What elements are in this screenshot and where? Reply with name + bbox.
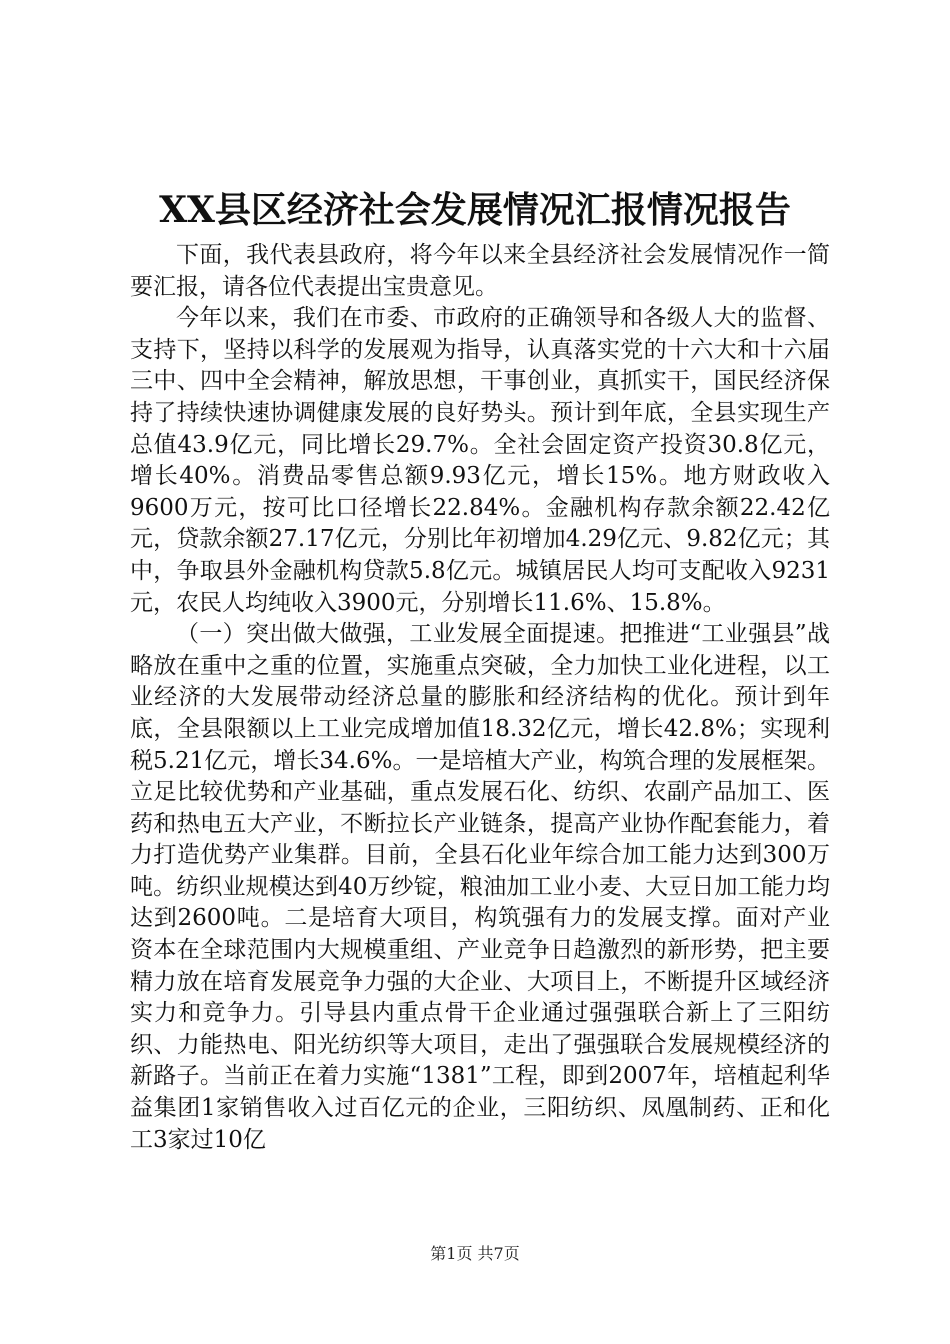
document-title: XX县区经济社会发展情况汇报情况报告 bbox=[159, 189, 791, 231]
paragraph-intro: 下面，我代表县政府，将今年以来全县经济社会发展情况作一简要汇报，请各位代表提出宝贵意见。 bbox=[130, 242, 830, 300]
paragraph-industry: （一）突出做大做强，工业发展全面提速。把推进“工业强县”战略放在重中之重的位置，实施重点突破，全力加快工业化进程，以工业经济的大发展带动经济总量的膨胀和经济结构的优化。预计到年底，全县限额以上工业完成增加值18.32亿元，增长42.8%；实现利税5.21亿元，增长34.6%。一是培植大产业，构筑合理的发展框架。立足比较优势和产业基础，重点发展石化、纺织、农副产品加工、医药和热电五大产业，不断拉长产业链条，提高产业协作配套能力，着力打造优势产业集群。目前，全县石化业年综合加工能力达到300万吨。纺织业规模达到40万纱锭，粮油加工业小麦、大豆日加工能力均达到2600吨。二是培育大项目，构筑强有力的发展支撑。面对产业资本在全球范围内大规模重组、产业竞争日趋激烈的新形势，把主要精力放在培育发展竞争力强的大企业、大项目上，不断提升区域经济实力和竞争力。引导县内重点骨干企业通过强强联合新上了三阳纺织、力能热电、阳光纺织等大项目，走出了强强联合发展规模经济的新路子。当前正在着力实施“1381”工程，即到2007年，培植起利华益集团1家销售收入过百亿元的企业，三阳纺织、凤凰制药、正和化工3家过10亿 bbox=[130, 621, 830, 1153]
page-footer: 第1页 共7页 bbox=[430, 1244, 520, 1263]
paragraph-overview: 今年以来，我们在市委、市政府的正确领导和各级人大的监督、支持下，坚持以科学的发展观为指导，认真落实党的十六大和十六届三中、四中全会精神，解放思想，干事创业，真抓实干，国民经济保持了持续快速协调健康发展的良好势头。预计到年底，全县实现生产总值43.9亿元，同比增长29.7%。全社会固定资产投资30.8亿元，增长40%。消费品零售总额9.93亿元，增长15%。地方财政收入9600万元，按可比口径增长22.84%。金融机构存款余额22.42亿元，贷款余额27.17亿元，分别比年初增加4.29亿元、9.82亿元；其中，争取县外金融机构贷款5.8亿元。城镇居民人均可支配收入9231元，农民人均纯收入3900元，分别增长11.6%、15.8%。 bbox=[130, 305, 830, 616]
document-body bbox=[130, 240, 830, 1156]
